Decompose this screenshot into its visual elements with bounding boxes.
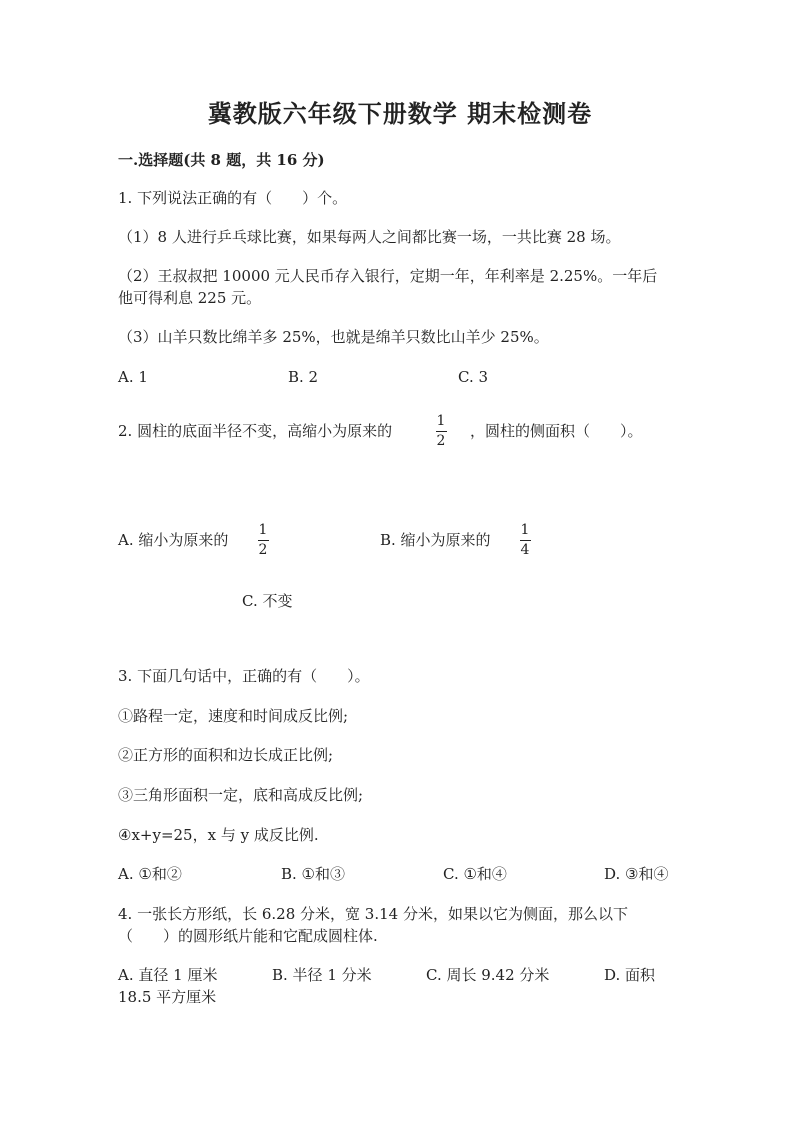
q4-stem-line1: 4. 一张长方形纸，长 6.28 分米，宽 3.14 分米，如果以它为侧面，那么以下	[118, 905, 628, 923]
q1-stem: 1. 下列说法正确的有（ ）个。	[118, 189, 348, 207]
q2-option-c[interactable]: C. 不变	[242, 592, 293, 610]
q1-option-b[interactable]: B. 2	[288, 368, 319, 386]
q3-option-b[interactable]: B. ①和③	[281, 865, 346, 883]
q4-stem-line2: （ ）的圆形纸片能和它配成圆柱体.	[118, 927, 378, 945]
q2-option-a[interactable]: A. 缩小为原来的	[118, 531, 229, 549]
q2-stem-fraction	[434, 414, 448, 449]
page-title: 冀教版六年级下册数学 期末检测卷	[207, 99, 593, 128]
q1-statement-2-line2: 他可得利息 225 元。	[118, 289, 262, 307]
fraction-numerator: 1	[436, 413, 446, 429]
q3-item-1: ①路程一定，速度和时间成反比例;	[118, 707, 349, 725]
q4-option-d-line2: 18.5 平方厘米	[118, 988, 217, 1006]
fraction-denominator: 2	[436, 433, 446, 449]
fraction-bar	[520, 540, 531, 541]
q2-stem-before: 2. 圆柱的底面半径不变，高缩小为原来的	[118, 422, 393, 440]
q1-statement-2-line1: （2）王叔叔把 10000 元人民币存入银行，定期一年，年利率是 2.25%。一年后	[118, 267, 658, 285]
q1-statement-1: （1）8 人进行乒乓球比赛，如果每两人之间都比赛一场，一共比赛 28 场。	[118, 228, 621, 246]
q4-option-c[interactable]: C. 周长 9.42 分米	[426, 966, 550, 984]
q1-option-a[interactable]: A. 1	[118, 368, 148, 386]
fraction-bar	[258, 540, 269, 541]
fraction-bar	[436, 431, 447, 432]
fraction-numerator: 1	[520, 522, 530, 538]
q4-option-d[interactable]: D. 面积	[604, 966, 656, 984]
q4-option-a[interactable]: A. 直径 1 厘米	[118, 966, 218, 984]
fraction-denominator: 2	[258, 542, 268, 558]
q3-option-c[interactable]: C. ①和④	[443, 865, 507, 883]
q3-option-a[interactable]: A. ①和②	[118, 865, 182, 883]
q3-item-3: ③三角形面积一定，底和高成反比例;	[118, 786, 364, 804]
q3-stem: 3. 下面几句话中，正确的有（ ）。	[118, 667, 370, 685]
q1-option-c[interactable]: C. 3	[458, 368, 489, 386]
q4-option-b[interactable]: B. 半径 1 分米	[272, 966, 372, 984]
fraction-numerator: 1	[258, 522, 268, 538]
q3-option-d[interactable]: D. ③和④	[604, 865, 669, 883]
q1-statement-3: （3）山羊只数比绵羊多 25%，也就是绵羊只数比山羊少 25%。	[118, 328, 549, 346]
q2-option-a-fraction	[256, 523, 270, 558]
section-heading: 一.选择题(共 8 题，共 16 分)	[118, 151, 325, 169]
q2-option-b[interactable]: B. 缩小为原来的	[380, 531, 491, 549]
fraction-denominator: 4	[520, 542, 530, 558]
q3-item-2: ②正方形的面积和边长成正比例;	[118, 746, 334, 764]
q3-item-4: ④x+y=25，x 与 y 成反比例.	[118, 826, 319, 844]
q2-option-b-fraction	[518, 523, 532, 558]
q2-stem-after: ，圆柱的侧面积（ ）。	[470, 422, 643, 440]
